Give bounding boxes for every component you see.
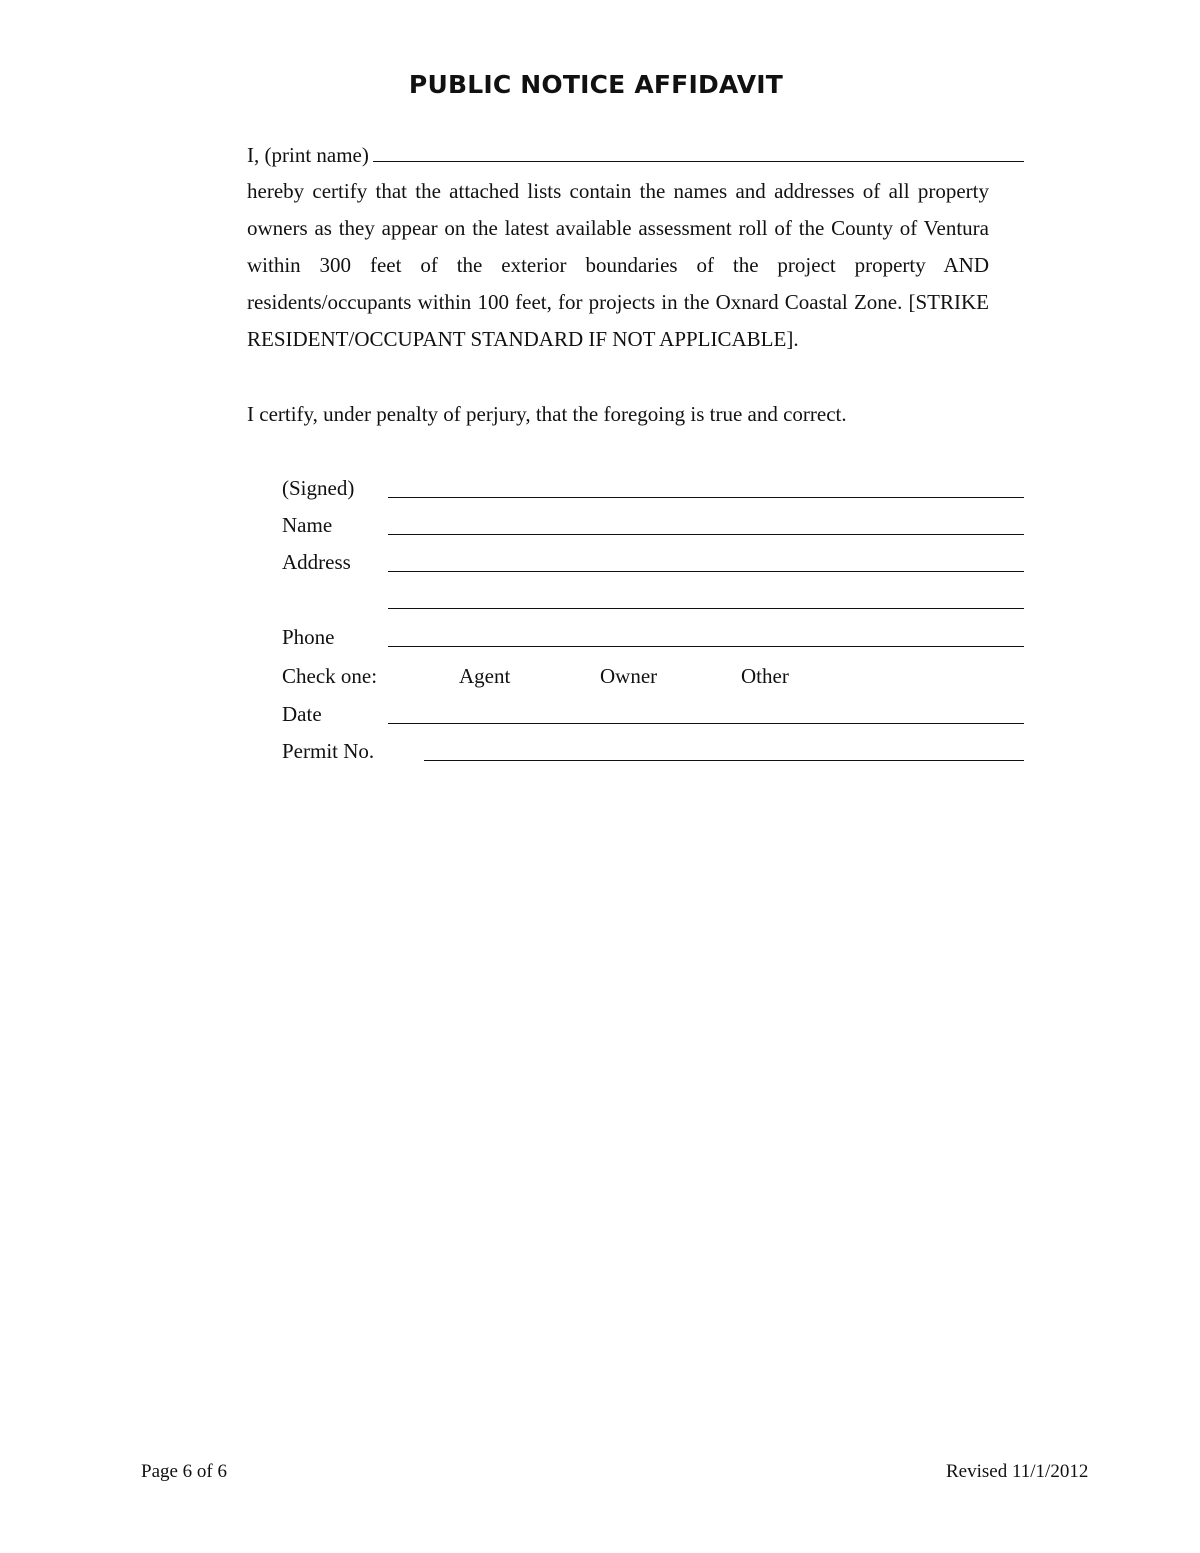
option-other[interactable]: Other — [741, 664, 789, 688]
check-one-row — [282, 661, 377, 691]
page-number: Page 6 of 6 — [141, 1461, 228, 1482]
option-agent[interactable]: Agent — [459, 664, 511, 688]
print-name-field[interactable] — [373, 137, 1024, 162]
address-label: Address — [282, 550, 351, 574]
check-one-label: Check one: — [282, 664, 378, 688]
date-label: Date — [282, 702, 322, 726]
name-row — [282, 510, 332, 540]
revised-date: Revised 11/1/2012 — [946, 1461, 1089, 1482]
option-owner[interactable]: Owner — [600, 664, 658, 688]
phone-field[interactable] — [388, 646, 1024, 647]
signed-row — [282, 473, 354, 503]
date-row — [282, 699, 322, 729]
name-field[interactable] — [388, 534, 1024, 535]
print-name-row — [247, 137, 1024, 174]
signature-field[interactable] — [388, 497, 1024, 498]
address-row — [282, 547, 351, 577]
address-field-line-2[interactable] — [388, 608, 1024, 609]
phone-label: Phone — [282, 625, 335, 649]
certification-paragraph: hereby certify that the attached lists contain the names and addresses of all property owners as they appear on the latest available assessment roll of the County of Ventura within 300 feet of the exterior boundaries of the project property AND residents/occupants within 100 feet, for projects in the Oxnard Coastal Zone. [STRIKE RESIDENT/OCCUPANT STANDARD IF NOT APPLICABLE]. — [247, 179, 989, 351]
document-title: PUBLIC NOTICE AFFIDAVIT — [408, 70, 784, 99]
address-field-line-1[interactable] — [388, 571, 1024, 572]
phone-row — [282, 622, 335, 652]
signed-label: (Signed) — [282, 476, 355, 500]
permit-row — [282, 736, 374, 766]
perjury-statement: I certify, under penalty of perjury, that the foregoing is true and correct. — [247, 402, 847, 426]
date-field[interactable] — [388, 723, 1024, 724]
print-name-label: I, (print name) — [247, 143, 369, 167]
permit-label: Permit No. — [282, 739, 375, 763]
permit-field[interactable] — [424, 760, 1024, 761]
name-label: Name — [282, 513, 333, 537]
